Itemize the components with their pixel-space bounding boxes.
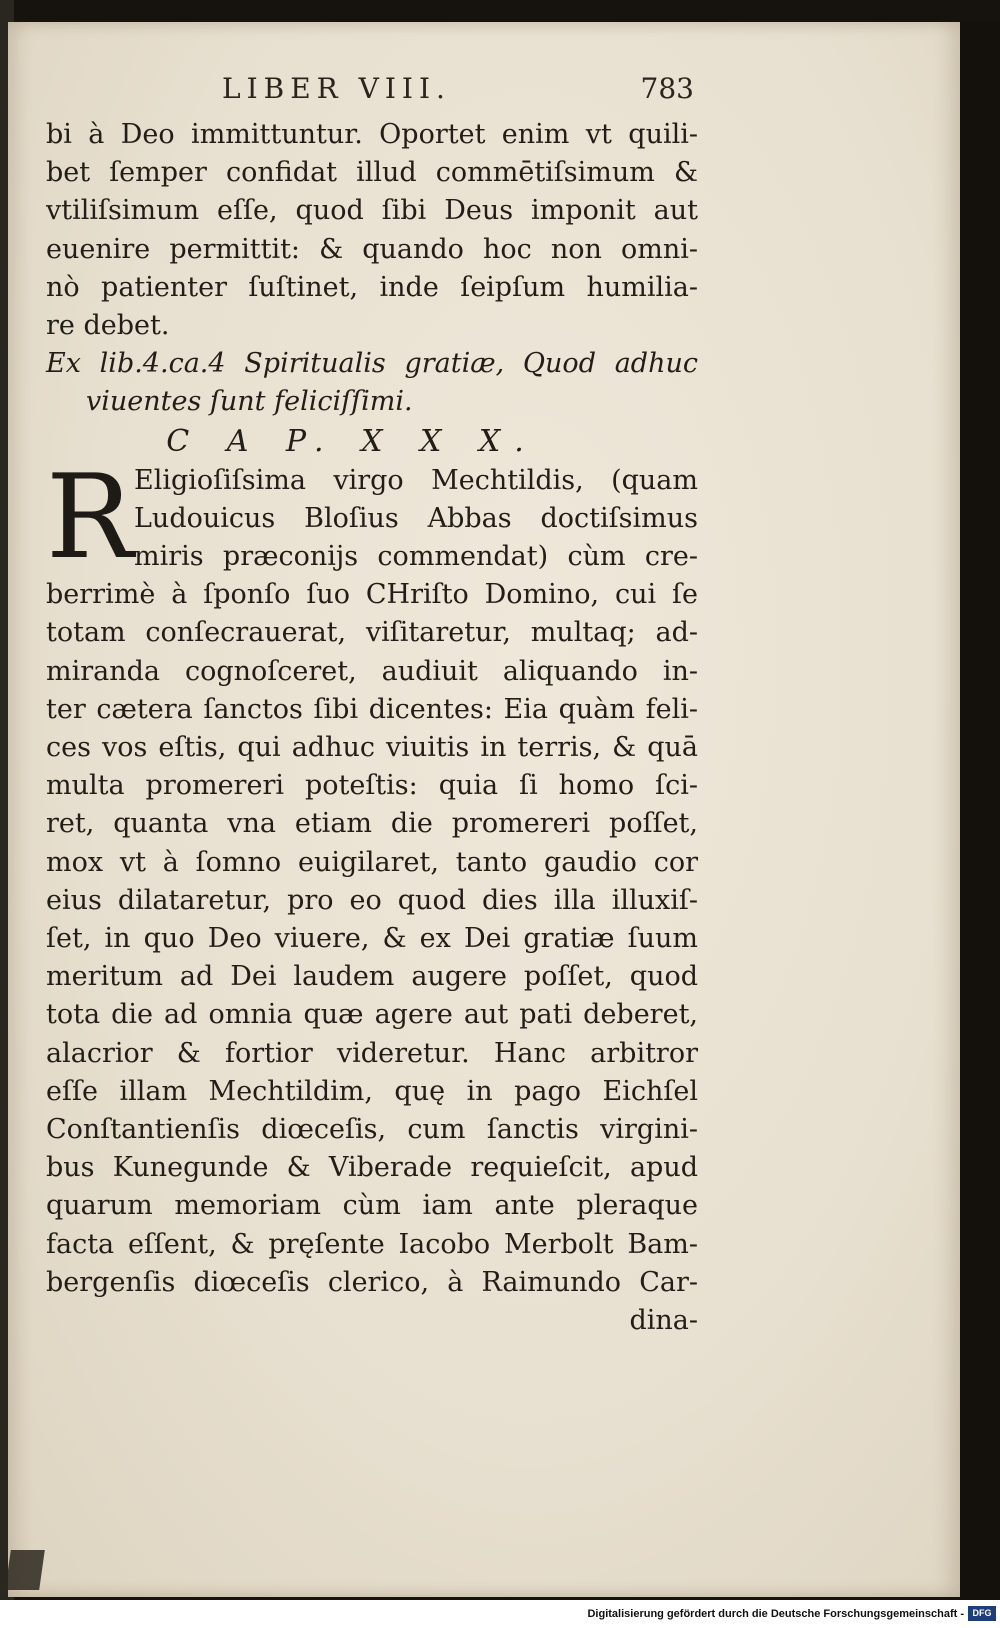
text-line: miranda cognoſceret, audiuit aliquando in-	[46, 655, 698, 687]
page-text	[46, 72, 698, 1340]
text-line: euenire permittit: & quando hoc non omni-	[46, 233, 698, 265]
running-title: LIBER VIII.	[222, 72, 451, 105]
drop-cap: R	[46, 449, 134, 585]
chapter-heading: C A P. X X X.	[166, 423, 538, 459]
text-line: ret, quanta vna etiam die promereri poſſet,	[46, 808, 698, 840]
text-line: Eligioſiſsima virgo Mechtildis, (quam	[134, 464, 698, 496]
text-line: bet ſemper confidat illud commētiſsimum &	[46, 157, 698, 189]
text-lines-body	[46, 576, 698, 1302]
page-corner-mark	[5, 1550, 45, 1590]
text-line: ces vos eſtis, qui adhuc viuitis in terris, & quā	[46, 732, 698, 764]
text-line: bus Kunegunde & Viberade requieſcit, apud	[46, 1152, 698, 1184]
text-line: re debet.	[46, 310, 170, 342]
text-line: vtiliſsimum eſſe, quod ſibi Deus imponit aut	[46, 195, 698, 227]
catchword: dina-	[629, 1305, 698, 1337]
opening-paragraph	[46, 449, 698, 585]
text-line: quarum memoriam cùm iam ante pleraque	[46, 1190, 698, 1222]
text-line: facta eſſent, & pręſente Iacobo Merbolt Bam-	[46, 1228, 698, 1260]
digitization-credit: Digitalisierung gefördert durch die Deutsche Forschungsgemeinschaft -	[587, 1608, 964, 1620]
text-line: meritum ad Dei laudem augere poſſet, quod	[46, 961, 698, 993]
text-line: alacrior & fortior videretur. Hanc arbitror	[46, 1037, 698, 1069]
text-line: totam conſecrauerat, viſitaretur, multaq; ad-	[46, 617, 698, 649]
text-line: multa promereri poteſtis: quia ſi homo ſci-	[46, 770, 698, 802]
text-line: bi à Deo immittuntur. Oportet enim vt quili-	[46, 119, 698, 150]
text-line: berrimè à ſponſo ſuo CHriſto Domino, cui ſe	[46, 579, 698, 611]
text-line: ter cætera ſanctos ſibi dicentes: Eia quàm feli-	[46, 693, 698, 725]
footer-bar	[0, 1600, 1000, 1628]
text-line: miris præconijs commendat) cùm cre-	[134, 541, 698, 573]
running-head	[46, 72, 698, 116]
rubric-line: Ex lib.4.ca.4 Spiritualis gratiæ, Quod adhuc	[46, 348, 698, 380]
page-number: 783	[640, 72, 694, 105]
text-line: eius dilataretur, pro eo quod dies illa illuxiſ-	[46, 884, 698, 916]
text-line: tota die ad omnia quæ agere aut pati deberet,	[46, 999, 698, 1031]
text-lines-top	[46, 116, 698, 345]
text-line: Ludouicus Bloſius Abbas doctiſsimus	[134, 502, 698, 534]
text-line: Conſtantienſis diœceſis, cum ſanctis virgini-	[46, 1114, 698, 1146]
text-line: bergenſis diœceſis clerico, à Raimundo Car-	[46, 1266, 698, 1298]
text-line: mox vt à ſomno euigilaret, tanto gaudio cor	[46, 846, 698, 878]
page-edge-shadow	[960, 22, 1000, 1602]
text-line: eſſe illam Mechtildim, quę in pago Eichſel	[46, 1075, 698, 1107]
dfg-logo: DFG	[968, 1606, 996, 1621]
text-line: nò patienter ſuſtinet, inde ſeipſum humilia-	[46, 271, 698, 303]
rubric	[46, 345, 698, 421]
rubric-line: viuentes ſunt feliciſſimi.	[86, 386, 413, 418]
text-line: ſet, in quo Deo viuere, & ex Dei gratiæ ſuum	[46, 923, 698, 955]
